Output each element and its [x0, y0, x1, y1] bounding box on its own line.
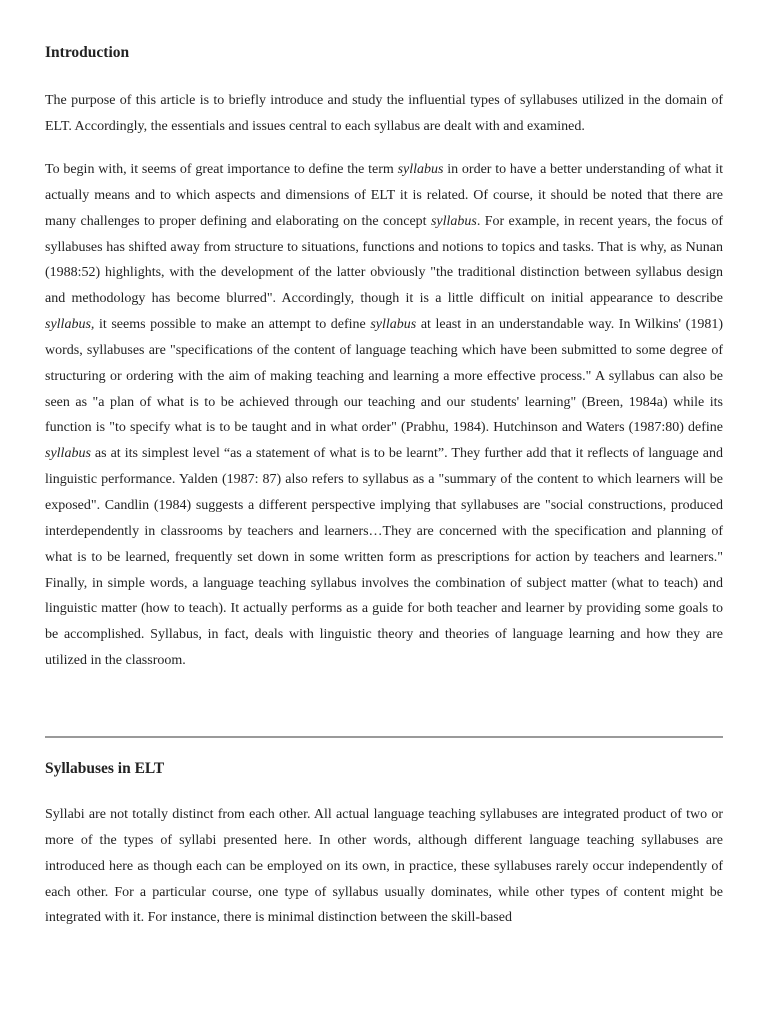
section-divider — [45, 736, 723, 738]
italic-term: syllabus — [370, 317, 417, 333]
italic-term: syllabus, — [45, 317, 95, 333]
italic-term: syllabus — [430, 213, 477, 229]
intro-paragraph-2 — [45, 157, 723, 674]
italic-term: syllabus — [45, 446, 91, 462]
syllabuses-in-elt-heading: Syllabuses in ELT — [45, 760, 165, 777]
text-run: as at its simplest level “as a statement of what is to be learnt”. They further add that it reflects of language and linguistic performance. Yalden (1987: 87) also refers to syllabus as a "summary of the content to which learners will be exposed". Candlin (1984) suggests a different perspective implying that syllabuses are "social constructions, produced interdependently in classrooms by teachers and learners…They are concerned with the specification and planning of what is to be learned, frequently set down in some written form as prescriptions for action by teachers and learners." Finally, in simple words, a language teaching syllabus involves the combination of subject matter (what to teach) and linguistic matter (how to teach). It actually performs as a guide for both teacher and learner by providing some goals to be accomplished. Syllabus, in fact, deals with linguistic theory and theories of language learning and how they are utilized in the classroom. — [45, 446, 723, 669]
introduction-heading: Introduction — [45, 44, 130, 61]
text-run: To begin with, it seems of great importance to define the term — [45, 162, 398, 177]
text-run: . For example, in recent years, the focus of syllabuses has shifted away from structure to situations, functions and notions to topics and tasks. That is why, as Nunan (1988:52) highlights, with the development of the latter obviously "the traditional distinction between syllabus design and methodology has become blurred". Accordingly, though it is a little difficult on initial appearance to describe — [45, 213, 723, 307]
text-run: it seems possible to make an attempt to define — [94, 317, 371, 333]
intro-paragraph-1: The purpose of this article is to briefly introduce and study the influential types of syllabuses utilized in the domain of ELT. Accordingly, the essentials and issues central to each syllabus are dealt with and examined. — [45, 93, 723, 134]
text-run: at least in an understandable way. In Wilkins' (1981) words, syllabuses are "specifications of the content of language teaching which have been submitted to some degree of structuring or ordering with the aim of making teaching and learning a more effective process." A syllabus can also be seen as "a plan of what is to be achieved through our teaching and our students' learning" (Breen, 1984a) while its function is "to specify what is to be taught and in what order" (Prabhu, 1984). Hutchinson and Waters (1987:80) define — [45, 317, 723, 436]
text-run: in order to have a better understanding of what it actually means and to which aspects and dimensions of ELT it is related. Of course, it should be noted that there are many challenges to proper defining and elaborating on the concept — [45, 162, 723, 229]
elt-paragraph-1: Syllabi are not totally distinct from each other. All actual language teaching syllabuses are integrated product of two or more of the types of syllabi presented here. In other words, although different language teaching syllabuses are introduced here as though each can be employed on its own, in practice, these syllabuses rarely occur independently of each other. For a particular course, one type of syllabus usually dominates, while other types of content might be integrated with it. For instance, there is minimal distinction between the skill-based — [45, 807, 723, 926]
italic-term: syllabus — [397, 162, 444, 177]
